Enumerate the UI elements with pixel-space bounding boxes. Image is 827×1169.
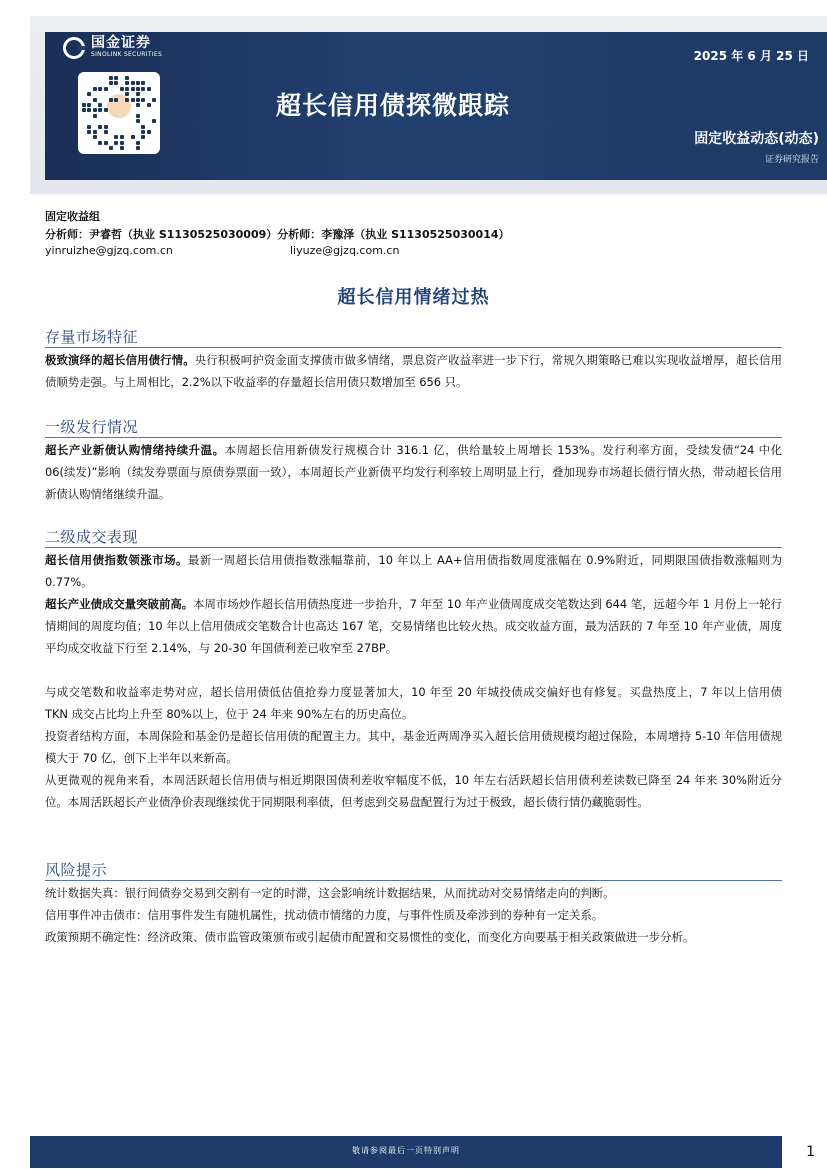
section-title-stock-market: 存量市场特征 [45, 328, 139, 346]
qr-module [114, 76, 118, 80]
paragraph-text: 最新一周超长信用债指数涨幅靠前，10 年以上 AA+信用债指数周度涨幅在 0.9%附近，同期限国债指数涨幅则为 0.77%。 [45, 553, 782, 589]
section-title-risk-warning: 风险提示 [45, 861, 108, 879]
paragraph-text: 政策预期不确定性：经济政策、债市监管政策颁布或引起债市配置和交易惯性的变化，而变化方向要基于相关政策做进一步分析。 [45, 930, 695, 944]
qr-module [147, 87, 151, 91]
qr-module [98, 87, 102, 91]
qr-module [93, 130, 97, 134]
paragraph [45, 904, 782, 926]
qr-module [152, 98, 156, 102]
report-series-title: 超长信用债探微跟踪 [276, 91, 511, 120]
logo-icon [63, 37, 85, 59]
paragraph-text: 信用事件冲击债市：信用事件发生有随机属性，扰动债市情绪的力度，与事件性质及牵涉到的券种有一定关系。 [45, 908, 604, 922]
paragraph [45, 725, 782, 769]
qr-module [120, 135, 124, 139]
qr-module [104, 130, 108, 134]
qr-module [109, 146, 113, 150]
qr-module [114, 98, 118, 102]
paragraph-lead: 超长产业新债认购情绪持续升温。 [45, 443, 225, 457]
qr-module [125, 98, 129, 102]
qr-module [120, 141, 124, 145]
paragraph [45, 549, 782, 593]
qr-module [152, 119, 156, 123]
section-divider [45, 880, 782, 881]
qr-module [98, 103, 102, 107]
paragraph-text: 投资者结构方面，本周保险和基金仍是超长信用债的配置主力。其中，基金近两周净买入超长信用债规模均超过保险，本周增持 5-10 年信用债规模大于 70 亿，创下上半年以来新高。 [45, 729, 782, 765]
qr-module [136, 98, 140, 102]
qr-module [136, 92, 140, 96]
qr-module [104, 87, 108, 91]
report-headline: 超长信用情绪过热 [337, 287, 490, 308]
qr-module [141, 125, 145, 129]
qr-module [109, 76, 113, 80]
section-title-primary-issuance: 一级发行情况 [45, 418, 139, 436]
qr-module [131, 135, 135, 139]
paragraph [45, 926, 782, 948]
qr-module [82, 103, 86, 107]
qr-module [141, 87, 145, 91]
logo-name-en: SINOLINK SECURITIES [91, 51, 163, 58]
qr-module [120, 87, 124, 91]
qr-module [98, 141, 102, 145]
qr-module [87, 103, 91, 107]
logo-name-cn: 国金证券 [91, 35, 151, 51]
qr-module [87, 92, 91, 96]
paragraph [45, 593, 782, 659]
page-number: 1 [806, 1144, 815, 1160]
qr-module [104, 125, 108, 129]
company-logo [63, 36, 162, 59]
paragraph-lead: 超长信用债指数领涨市场。 [45, 553, 188, 567]
qr-module [141, 135, 145, 139]
qr-center-logo-icon [105, 92, 133, 120]
qr-module [109, 81, 113, 85]
paragraph-text: 央行积极呵护资金面支撑债市做多情绪，票息资产收益率进一步下行，常规久期策略已难以实现收益增厚，超长信用债顺势走强。与上周相比，2.2%以下收益率的存量超长信用债只数增加至 656 只。 [45, 353, 782, 389]
paragraph [45, 349, 782, 393]
qr-module [104, 141, 108, 145]
paragraph-text: 本周超长信用新债发行规模合计 316.1 亿，供给量较上周增长 153%。发行利率方面，受续发债“24 中化 06(续发)”影响（续发券票面与原债券票面一致），本周超长产业新债平均发行利率较上周明显上行，叠加现券市场超长债行情火热，带动超长信用新债认购情绪继续升温。 [45, 443, 782, 501]
qr-module [131, 81, 135, 85]
qr-module [82, 108, 86, 112]
qr-module [104, 108, 108, 112]
qr-module [93, 87, 97, 91]
report-date: 2025 年 6 月 25 日 [693, 49, 809, 63]
paragraph [45, 439, 782, 505]
qr-module [109, 98, 113, 102]
qr-module [93, 135, 97, 139]
qr-module [93, 98, 97, 102]
qr-module [136, 81, 140, 85]
qr-module [93, 114, 97, 118]
section-divider [45, 547, 782, 548]
qr-module [114, 135, 118, 139]
paragraph [45, 681, 782, 725]
paragraph-text: 与成交笔数和收益率走势对应，超长信用债低估值抢券力度显著加大，10 年至 20 年城投债成交偏好也有修复。买盘热度上，7 年以上信用债 TKN 成交占比均上升至 80%以上，位于 24 年来 90%左右的历史高位。 [45, 685, 782, 721]
report-type: 固定收益动态(动态) [694, 131, 819, 147]
paragraph-text: 从更微观的视角来看，本周活跃超长信用债与相近期限国债利差收窄幅度不低，10 年左右活跃超长信用债利差读数已降至 24 年来 30%附近分位。本周活跃超长产业债净价表现继续优于同期限利率债，但考虑到交易盘配置行为过于极致，超长债行情仍藏脆弱性。 [45, 773, 782, 809]
qr-module [87, 125, 91, 129]
qr-module [125, 81, 129, 85]
section-title-secondary-trading: 二级成交表现 [45, 528, 139, 546]
paragraph-lead: 超长产业债成交量突破前高。 [45, 597, 194, 611]
paragraph-lead: 极致演绎的超长信用债行情。 [45, 353, 195, 367]
paragraph-text: 本周市场炒作超长信用债热度进一步抬升，7 年至 10 年产业债周度成交笔数达到 644 笔，远超今年 1 月份上一轮行情期间的周度均值；10 年以上信用债成交笔数合计也高达 167 笔，交易情绪也比较火热。成交收益方面，最为活跃的 7 年至 10 年产业债，周度平均成交收益下行至 2.14%，与 20-30 年国债利差已收窄至 27BP。 [45, 597, 782, 655]
qr-module [136, 146, 140, 150]
footer-disclaimer: 敬请参阅最后一页特别声明 [352, 1146, 460, 1155]
qr-module [141, 130, 145, 134]
section-divider [45, 347, 782, 348]
qr-module [87, 108, 91, 112]
qr-module [98, 108, 102, 112]
qr-module [136, 141, 140, 145]
qr-module [136, 103, 140, 107]
qr-module [131, 98, 135, 102]
paragraph [45, 882, 782, 904]
qr-module [93, 108, 97, 112]
qr-module [141, 98, 145, 102]
section-divider [45, 437, 782, 438]
qr-module [125, 92, 129, 96]
qr-module [125, 87, 129, 91]
paragraph-text: 统计数据失真：银行间债券交易到交割有一定的时滞，这会影响统计数据结果，从而扰动对交易情绪走向的判断。 [45, 886, 615, 900]
qr-module [147, 103, 151, 107]
qr-module [131, 87, 135, 91]
qr-module [120, 146, 124, 150]
qr-code-icon [78, 72, 160, 154]
qr-module [147, 130, 151, 134]
analyst-list: 分析师：尹睿哲（执业 S1130525030009）分析师：李豫泽（执业 S1130525030014） [45, 228, 510, 241]
qr-module [114, 141, 118, 145]
report-category: 证券研究报告 [764, 155, 819, 165]
qr-module [136, 114, 140, 118]
qr-module [98, 125, 102, 129]
qr-module [125, 76, 129, 80]
qr-module [136, 119, 140, 123]
paragraph [45, 769, 782, 813]
team-name: 固定收益组 [45, 210, 100, 223]
analyst-email-1: yinruizhe@gjzq.com.cn [45, 244, 173, 257]
analyst-email-2: liyuze@gjzq.com.cn [290, 244, 400, 257]
qr-module [136, 87, 140, 91]
qr-module [114, 81, 118, 85]
qr-module [141, 81, 145, 85]
qr-module [87, 130, 91, 134]
